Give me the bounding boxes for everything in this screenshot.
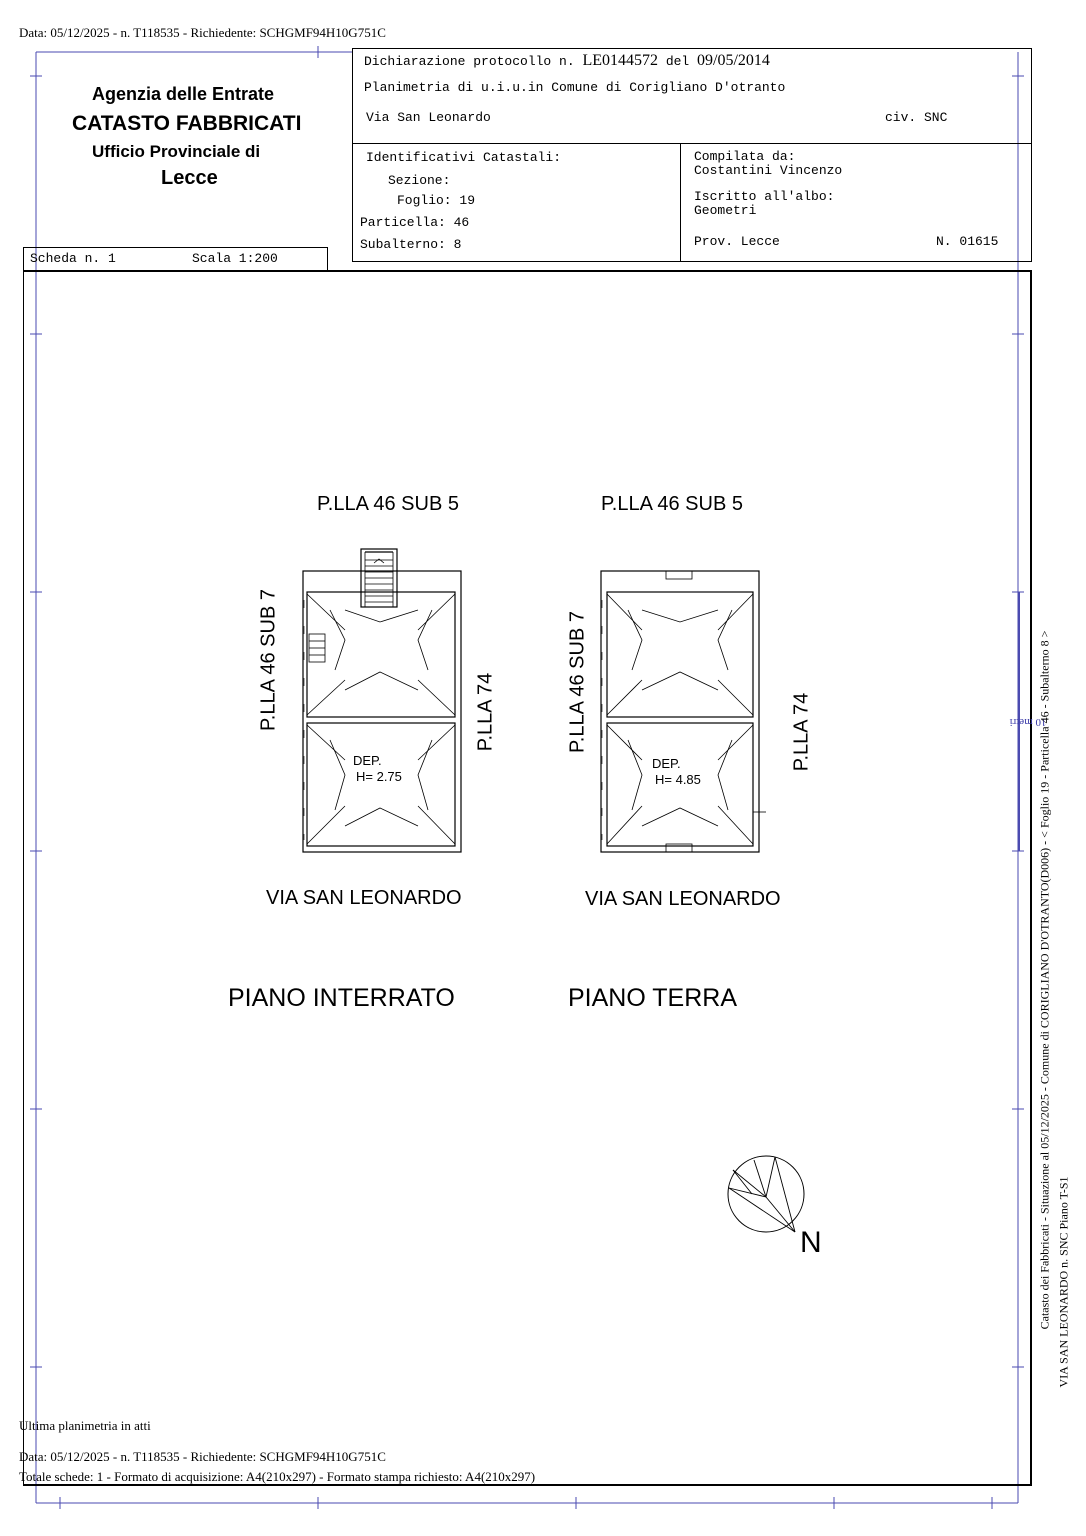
protocol-label: Dichiarazione protocollo n. (364, 54, 575, 69)
compilata-name: Costantini Vincenzo (694, 163, 843, 178)
right-plan-left-label: P.LLA 46 SUB 7 (566, 611, 589, 753)
scale-label: Scala 1:200 (192, 251, 278, 266)
provincia-value: Prov. Lecce (694, 234, 780, 249)
right-plan-top-label: P.LLA 46 SUB 5 (601, 493, 743, 515)
foglio-field: Foglio: 19 (397, 193, 476, 208)
ufficio-city: Lecce (161, 167, 218, 189)
iscritto-label: Iscritto all'albo: (694, 189, 835, 204)
right-plan-floor: PIANO TERRA (568, 984, 738, 1012)
top-request-note: Data: 05/12/2025 - n. T118535 - Richiedente: SCHGMF94H10G751C (19, 25, 386, 40)
right-plan-right-label: P.LLA 74 (790, 692, 813, 772)
compilata-label: Compilata da: (694, 149, 796, 164)
identificativi-title: Identificativi Catastali: (366, 150, 562, 165)
scheda-number: Scheda n. 1 (30, 251, 116, 266)
right-plan-street: VIA SAN LEONARDO (585, 888, 781, 910)
left-plan-floor: PIANO INTERRATO (228, 984, 455, 1012)
sezione-field: Sezione: (388, 173, 451, 188)
albo-number: N. 01615 (936, 234, 999, 249)
left-plan-left-label: P.LLA 46 SUB 7 (257, 589, 280, 731)
left-plan-right-label: P.LLA 74 (474, 672, 497, 752)
left-plan-street: VIA SAN LEONARDO (266, 887, 462, 909)
last-plan-note: Ultima planimetria in atti (19, 1418, 151, 1433)
agency-name: Agenzia delle Entrate (92, 84, 275, 104)
right-plan-room: DEP. (652, 756, 681, 771)
civic-number: civ. SNC (885, 110, 948, 125)
address-line: Via San Leonardo (366, 110, 491, 125)
scale-bar-label: 10 metri (1009, 716, 1047, 728)
planimetria-line: Planimetria di u.i.u.in Comune di Corigliano D'otranto (364, 80, 786, 95)
right-plan-height: H= 4.85 (655, 772, 701, 787)
left-plan-top-label: P.LLA 46 SUB 5 (317, 493, 459, 515)
protocol-number: LE0144572 (582, 52, 658, 69)
footer-format-note: Totale schede: 1 - Formato di acquisizione: A4(210x297) - Formato stampa richiesto: A4(210x297) (19, 1469, 536, 1484)
albo-value: Geometri (694, 203, 757, 218)
catasto-title: CATASTO FABBRICATI (72, 112, 302, 135)
ufficio-label: Ufficio Provinciale di (92, 142, 261, 161)
footer-request-note: Data: 05/12/2025 - n. T118535 - Richiedente: SCHGMF94H10G751C (19, 1449, 386, 1464)
north-label: N (800, 1226, 822, 1259)
side-address-text: VIA SAN LEONARDO n. SNC Piano T-S1 (1056, 1176, 1071, 1388)
subalterno-field: Subalterno: 8 (360, 237, 462, 252)
protocol-date: 09/05/2014 (697, 52, 770, 69)
left-plan-room: DEP. (353, 753, 382, 768)
side-situation-text: Catasto dei Fabbricati - Situazione al 05/12/2025 - Comune di CORIGLIANO D'OTRANTO(D006) - < Foglio 19 - Particella 46 - Subalterno 8 > (1037, 630, 1052, 1330)
protocol-del: del (665, 54, 690, 69)
left-plan-height: H= 2.75 (356, 769, 402, 784)
particella-field: Particella: 46 (360, 215, 470, 230)
